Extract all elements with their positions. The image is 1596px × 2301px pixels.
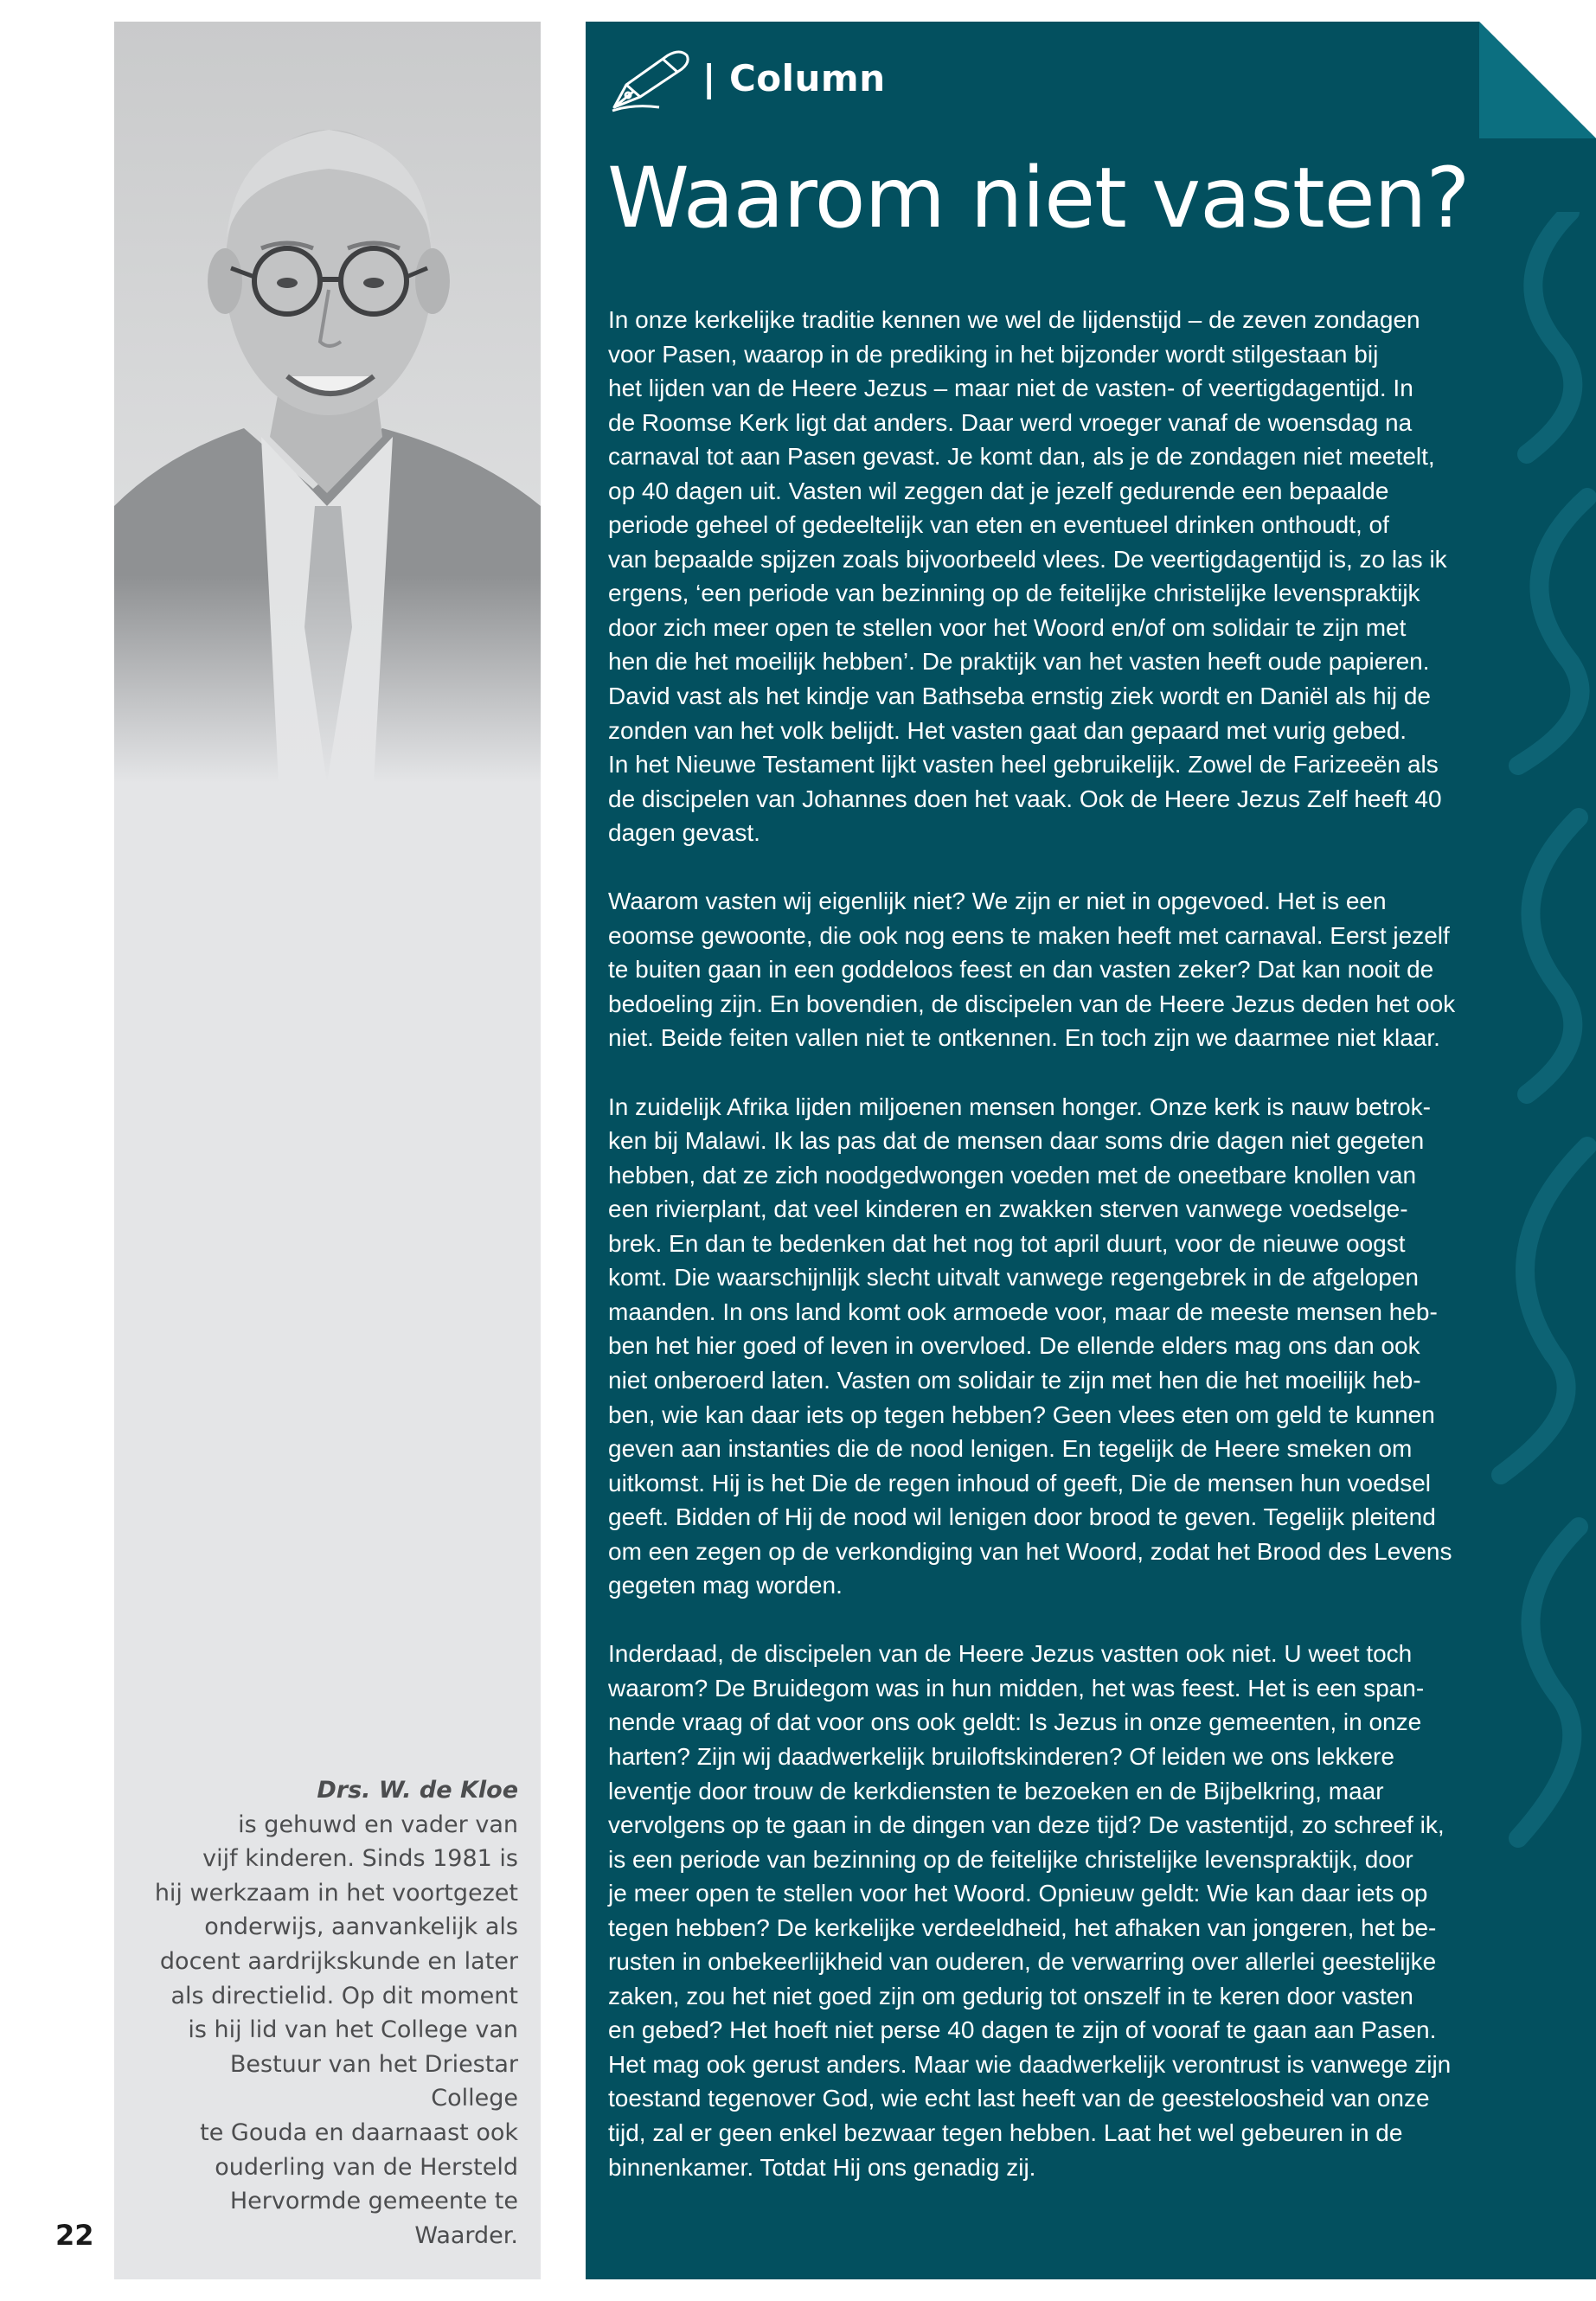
article-paragraph: In zuidelijk Afrika lijden miljoenen mensen honger. Onze kerk is nauw betrok- ken bij Malawi. Ik las pas dat de mensen daar soms drie dagen niet gegeten hebben, dat ze zich noodgedwongen voeden met de oneetbare knollen van een rivierplant, dat veel kinderen en zwakken sterven vanwege voedselge- brek. En dan te bedenken dat het nog tot april duurt, voor de nieuwe oogst komt. Die waarschijnlijk slecht uitvalt vanwege regengebrek in de afgelopen maanden. In ons land komt ook armoede voor, maar de meeste mensen heb- ben het hier goed of leven in overvloed. De ellende elders mag ons dan ook niet onberoerd laten. Vasten om solidair te zijn met hen die het moeilijk heb- ben, wie kan daar iets op tegen hebben? Geen vlees eten om geld te kunnen geven aan instanties die de nood lenigen. En tegelijk de Heere smeken om uitkomst. Hij is het Die de regen inhoud of geeft, Die de mensen hun voedsel geeft. Bidden of Hij de nood wil lenigen door brood te geven. Tegelijk pleitend om een zegen op de verkondiging van het Woord, zodat het Brood des Levens gegeten mag worden. <box>608 1093 1452 1599</box>
bio-line: vijf kinderen. Sinds 1981 is <box>202 1845 518 1873</box>
author-portrait <box>114 22 541 783</box>
bio-line: is gehuwd en vader van <box>238 1811 518 1838</box>
column-panel <box>586 22 1596 2279</box>
bio-line: te Gouda en daarnaast ook <box>200 2118 518 2146</box>
page-number: 22 <box>55 2219 94 2252</box>
bio-line: is hij lid van het College van <box>188 2016 518 2044</box>
bio-line: Hervormde gemeente te Waarder. <box>229 2188 518 2249</box>
column-header <box>607 39 886 117</box>
bio-line: hij werkzaam in het voortgezet <box>154 1879 518 1907</box>
section-label: | Column <box>702 56 886 99</box>
article-paragraph: Waarom vasten wij eigenlijk niet? We zijn er niet in opgevoed. Het is een eoomse gewoonte, die ook nog eens te maken heeft met carnaval. Eerst jezelf te buiten gaan in een goddeloos feest en dan vasten zeker? Dat kan nooit de bedoeling zijn. En bovendien, de discipelen van de Heere Jezus deden het ook niet. Beide feiten vallen niet te ontkennen. En toch zijn we daarmee niet klaar. <box>608 888 1456 1052</box>
portrait-illustration <box>114 22 541 783</box>
article-paragraph: Inderdaad, de discipelen van de Heere Jezus vastten ook niet. U weet toch waarom? De Bruidegom was in hun midden, het was feest. Het is een span- nende vraag of dat voor ons ook geldt: Is Jezus in onze gemeenten, in onze harten? Zijn wij daadwerkelijk bruiloftskinderen? Of leiden we ons lekkere leventje door trouw de kerkdiensten te bezoeken en de Bijbelkring, maar vervolgens op te gaan in de dingen van deze tijd? De vastentijd, zo schreef ik, is een periode van bezinning op de feitelijke christelijke levenspraktijk, door je meer open te stellen voor het Woord. Opnieuw geldt: Wie kan daar iets op tegen hebben? De kerkelijke verdeeldheid, het afhaken van jongeren, het be- rusten in onbekeerlijkheid van ouderen, de verwarring over allerlei geestelijke zaken, zou het niet goed zijn om gedurig tot onszelf in te keren door vasten en gebed? Het hoeft niet perse 40 dagen te zijn of vooraf te gaan aan Pasen. Het mag ook gerust anders. Maar wie daadwerkelijk verontrust is vanwege zijn toestand tegenover God, wie echt last heeft van de geesteloosheid van onze tijd, zal er geen enkel bezwaar tegen hebben. Laat het wel gebeuren in de binnenkamer. Totdat Hij ons genadig zij. <box>608 1640 1452 2181</box>
page-fold-corner <box>1479 22 1596 138</box>
author-bio <box>138 1773 518 2253</box>
fountain-pen-icon <box>607 43 694 112</box>
author-sidebar <box>114 22 541 2279</box>
article-body <box>608 303 1490 2219</box>
bio-line: als directielid. Op dit moment <box>170 1982 518 2009</box>
bio-line: onderwijs, aanvankelijk als <box>204 1913 518 1941</box>
article-title: Waarom niet vasten? <box>607 150 1470 247</box>
bio-line: Bestuur van het Driestar College <box>229 2050 518 2112</box>
bio-line: ouderling van de Hersteld <box>215 2153 518 2181</box>
article-paragraph: In onze kerkelijke traditie kennen we wel de lijdenstijd – de zeven zondagen voor Pasen, waarop in de prediking in het bijzonder wordt stilgestaan bij het lijden van de Heere Jezus – maar niet de vasten- of veertigdagentijd. In de Roomse Kerk ligt dat anders. Daar werd vroeger vanaf de woensdag na carnaval tot aan Pasen gevast. Je komt dan, als je de zondagen niet meetelt, op 40 dagen uit. Vasten wil zeggen dat je jezelf gedurende een bepaalde periode geheel of gedeeltelijk van eten en eventueel drinken onthoudt, of van bepaalde spijzen zoals bijvoorbeeld vlees. De veertigdagentijd is, zo las ik ergens, ‘een periode van bezinning op de feitelijke christelijke levenspraktijk door zich meer open te stellen voor het Woord en/of om solidair te zijn met hen die het moeilijk hebben’. De praktijk van het vasten heeft oude papieren. David vast als het kindje van Bathseba ernstig ziek wordt en Daniël als hij de zonden van het volk belijdt. Het vasten gaat dan gepaard met vurig gebed. In het Nieuwe Testament lijkt vasten heel gebruikelijk. Zowel de Farizeeën als de discipelen van Johannes doen het vaak. Ook de Heere Jezus Zelf heeft 40 dagen gevast. <box>608 306 1447 847</box>
author-name: Drs. W. de Kloe <box>317 1777 518 1804</box>
bio-line: docent aardrijkskunde en later <box>159 1947 518 1975</box>
